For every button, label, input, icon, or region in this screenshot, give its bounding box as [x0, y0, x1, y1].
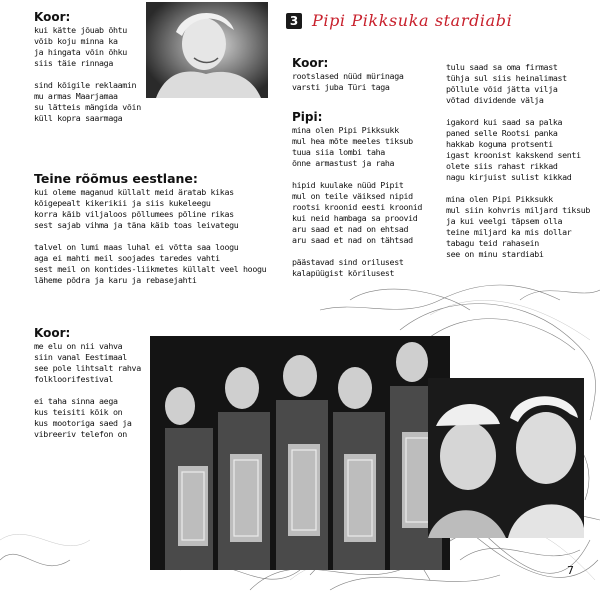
lyric-line: põllule võid jätta vilja [446, 84, 558, 94]
stanza-lines [446, 62, 590, 260]
lyric-line: teine miljard ka mis dollar [446, 227, 572, 237]
lyric-line: aru saad et nad on tähtsad [292, 235, 413, 245]
stanza-header: Koor: [292, 56, 329, 70]
left-stanza-3 [34, 326, 141, 440]
lyric-line: su lätteis mängida võin [34, 102, 141, 112]
lyric-line: vibreeriv telefon on [34, 429, 127, 439]
lyric-line: mu armas Maarjamaa [34, 91, 118, 101]
lyric-line: hakkab koguma protsenti [446, 139, 553, 149]
lyric-line: mina olen Pipi Pikksukk [446, 194, 553, 204]
lyric-line: tabagu teid rahasein [446, 238, 539, 248]
lyric-line: rootsi kroonid eesti kroonid [292, 202, 423, 212]
lyric-line: igakord kui saad sa palka [446, 117, 563, 127]
song-number: 3 [286, 13, 302, 29]
lyric-gap [34, 231, 266, 242]
page-number: 7 [567, 564, 574, 577]
lyric-gap [292, 246, 422, 257]
lyric-line: kus mootoriga saed ja [34, 418, 132, 428]
lyric-line: kus teisiti kõik on [34, 407, 123, 417]
stanza-lines [34, 25, 141, 124]
lyric-line: nagu kirjuist sulist kikkad [446, 172, 572, 182]
lyric-line: ja kui veelgi täpsem olla [446, 216, 563, 226]
right-stanza [446, 62, 590, 260]
lyric-line: kui kätte jõuab õhtu [34, 25, 127, 35]
lyric-line: olete siis rahast rikkad [446, 161, 558, 171]
stanza-lines [292, 71, 403, 93]
lyric-line: siin vanal Eestimaal [34, 352, 127, 362]
stanza-lines [34, 187, 266, 286]
song-heading [286, 11, 512, 30]
song-title: Pipi Pikksuka stardiabi [312, 11, 513, 30]
left-stanza-1 [34, 10, 141, 124]
lyric-line: sind kõigile reklaamin [34, 80, 137, 90]
lyric-line: ei taha sinna aega [34, 396, 118, 406]
lyric-line: korra käib viljaloos põllumees põline rikas [34, 209, 234, 219]
stanza-header: Pipi: [292, 110, 323, 124]
lyric-line: kalapüügist kõrilusest [292, 268, 395, 278]
lyric-line: võib koju minna ka [34, 36, 118, 46]
lyric-line: kõigepealt kikerikii ja siis kukeleegu [34, 198, 211, 208]
photo-pipi-closeup [428, 378, 584, 538]
lyric-line: tühja sul siis heinalimast [446, 73, 567, 83]
stanza-lines [292, 125, 422, 279]
lyric-line: mul hea mõte meeles tiksub [292, 136, 413, 146]
lyric-line: tulu saad sa oma firmast [446, 62, 558, 72]
lyric-line: kui neid hambaga sa proovid [292, 213, 418, 223]
stanza-header: Teine rõõmus eestlane: [34, 171, 198, 186]
lyric-line: läheme põdra ja karu ja rebasejahti [34, 275, 197, 285]
photo-choir-group [150, 336, 450, 570]
lyric-gap [446, 183, 590, 194]
left-stanza-2 [34, 172, 266, 286]
lyric-line: võtad dividende välja [446, 95, 544, 105]
lyric-line: hipid kuulake nüüd Pipit [292, 180, 404, 190]
stanza-header: Koor: [34, 10, 71, 24]
lyric-line: see on minu stardiabi [446, 249, 544, 259]
lyric-line: paned selle Rootsi panka [446, 128, 558, 138]
lyric-line: õnne armastust ja raha [292, 158, 395, 168]
lyric-gap [446, 106, 590, 117]
lyric-line: päästavad sind orilusest [292, 257, 404, 267]
lyric-line: küll kopra saarmaga [34, 113, 123, 123]
lyric-line: mul on teile väiksed nipid [292, 191, 413, 201]
stanza-header: Koor: [34, 326, 71, 340]
lyric-line: talvel on lumi maas luhal ei võtta saa loogu [34, 242, 239, 252]
lyric-line: mul siin kohvris miljard tiksub [446, 205, 590, 215]
lyric-line: mina olen Pipi Pikksukk [292, 125, 399, 135]
middle-stanza-1 [292, 56, 403, 93]
lyric-line: sest meil on kontides-liikmetes küllalt veel hoogu [34, 264, 267, 274]
lyric-line: sest sajab vihma ja täna käib toas leivategu [34, 220, 239, 230]
lyric-line: see pole lihtsalt rahva [34, 363, 141, 373]
lyric-line: igast kroonist kakskend senti [446, 150, 581, 160]
lyric-line: rootslased nüüd mürinaga [292, 71, 404, 81]
lyric-line: me elu on nii vahva [34, 341, 123, 351]
lyric-line: varsti juba Türi taga [292, 82, 390, 92]
lyric-line: tuua siia lombi taha [292, 147, 385, 157]
lyric-line: siis täie rinnaga [34, 58, 113, 68]
lyric-gap [292, 169, 422, 180]
lyric-line: ja hingata võin õhku [34, 47, 127, 57]
lyric-gap [34, 385, 141, 396]
lyric-gap [34, 69, 141, 80]
lyric-line: aru saad et nad on ehtsad [292, 224, 409, 234]
middle-stanza-2 [292, 110, 422, 279]
lyric-line: folkloorifestival [34, 374, 113, 384]
lyric-line: kui oleme maganud küllalt meid äratab kikas [34, 187, 234, 197]
photo-singer-portrait [146, 2, 268, 98]
stanza-lines [34, 341, 141, 440]
lyric-line: aga ei mahti meil soojades taredes vahti [34, 253, 220, 263]
